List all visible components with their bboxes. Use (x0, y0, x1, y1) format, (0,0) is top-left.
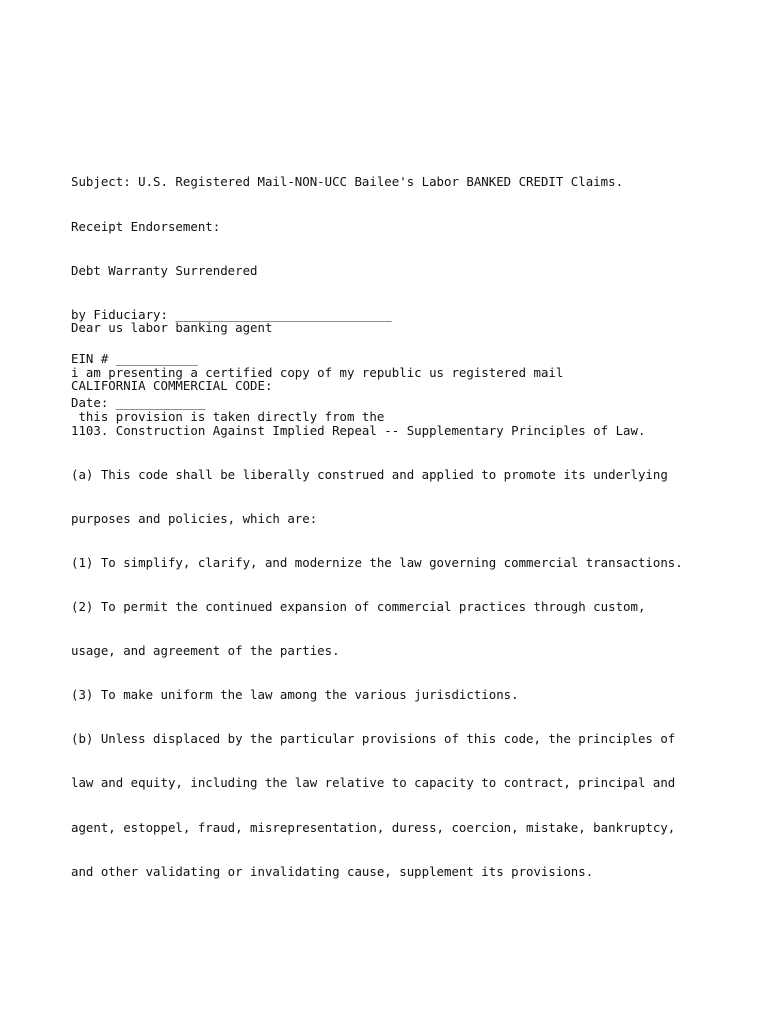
paragraph-b-line-4: and other validating or invalidating cause, supplement its provisions. (71, 863, 594, 879)
date-line: Date: ____________ (71, 394, 206, 410)
section-title: 1103. Construction Against Implied Repeal -- Supplementary Principles of Law. (71, 422, 646, 438)
commercial-code-excerpt (71, 350, 683, 909)
fiduciary-line: by Fiduciary: _____________________________ (71, 306, 392, 322)
subject-line: Subject: U.S. Registered Mail-NON-UCC Bailee's Labor BANKED CREDIT Claims. (71, 174, 624, 190)
paragraph-a-line-2: purposes and policies, which are: (71, 510, 318, 526)
receipt-endorsement-line: Receipt Endorsement: (71, 218, 221, 234)
salutation-line: Dear us labor banking agent (71, 320, 273, 336)
paragraph-b-line-1: (b) Unless displaced by the particular provisions of this code, the principles of (71, 731, 676, 747)
paragraph-b-line-3: agent, estoppel, fraud, misrepresentation, duress, coercion, mistake, bankruptcy, (71, 819, 676, 835)
item-2-line-2: usage, and agreement of the parties. (71, 643, 340, 659)
item-1: (1) To simplify, clarify, and modernize the law governing commercial transactions. (71, 554, 683, 570)
ein-line: EIN # ___________ (71, 350, 198, 366)
paragraph-a-line-1: (a) This code shall be liberally construed and applied to promote its underlying (71, 466, 668, 482)
debt-warranty-line: Debt Warranty Surrendered (71, 262, 258, 278)
paragraph-b-line-2: law and equity, including the law relative to capacity to contract, principal and (71, 775, 676, 791)
item-2-line-1: (2) To permit the continued expansion of commercial practices through custom, (71, 598, 646, 614)
provision-line: this provision is taken directly from the (71, 408, 385, 424)
presenting-line: i am presenting a certified copy of my republic us registered mail (71, 364, 564, 380)
item-3: (3) To make uniform the law among the various jurisdictions. (71, 687, 519, 703)
code-heading: CALIFORNIA COMMERCIAL CODE: (71, 378, 273, 394)
